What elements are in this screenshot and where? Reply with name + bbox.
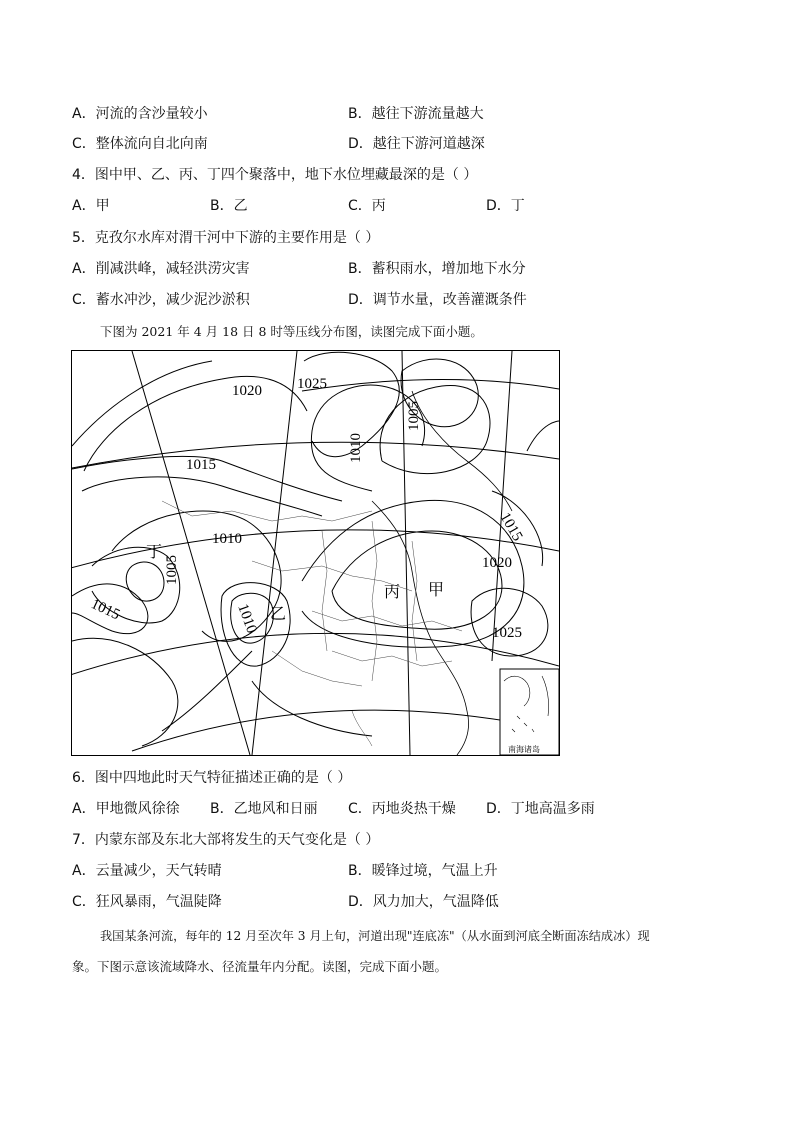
- q5-stem: 5．克孜尔水库对渭干河中下游的主要作用是（ ）: [72, 230, 380, 246]
- q5-option-b: B．蓄积雨水，增加地下水分: [348, 261, 526, 277]
- province-boundary: [412, 541, 417, 661]
- inset-label: 南海诸岛: [508, 745, 540, 754]
- isobar-label: 1005: [406, 401, 422, 431]
- q3-option-c: C．整体流向自北向南: [72, 136, 208, 152]
- isobar-line: [302, 500, 524, 647]
- q4-option-d: D．丁: [486, 198, 525, 214]
- isobar-line: [252, 681, 372, 736]
- isobar-label: 1020: [482, 555, 512, 571]
- q4-stem: 4．图中甲、乙、丙、丁四个聚落中，地下水位埋藏最深的是（ ）: [72, 167, 478, 183]
- isobar-label: 1010: [212, 531, 242, 547]
- isobar-label: 1015: [186, 457, 216, 473]
- q6-option-d: D．丁地高温多雨: [486, 801, 595, 817]
- place-label-jia: 甲: [428, 580, 445, 599]
- q7-option-b: B．暖锋过境，气温上升: [348, 863, 498, 879]
- meridian-line: [252, 351, 297, 755]
- isobar-line: [380, 385, 490, 473]
- isobar-label: 1005: [164, 555, 180, 585]
- isobar-line: [162, 651, 252, 731]
- isobar-line: [72, 361, 212, 446]
- south-china-sea-inset: [500, 669, 559, 755]
- isobar-label: 1015: [88, 596, 123, 624]
- q3-option-b: B．越往下游流量越大: [348, 106, 484, 122]
- map-intro: 下图为 2021 年 4 月 18 日 8 时等压线分布图，读图完成下面小题。: [100, 324, 483, 339]
- isobar-label: 1015: [496, 510, 526, 544]
- q4-option-c: C．丙: [348, 198, 386, 214]
- isobar-label: 1010: [348, 433, 364, 463]
- latitude-arc: [132, 710, 559, 751]
- q6-option-b: B．乙地风和日丽: [210, 801, 318, 817]
- q6-stem: 6．图中四地此时天气特征描述正确的是（ ）: [72, 770, 352, 786]
- q6-option-c: C．丙地炎热干燥: [348, 801, 456, 817]
- isobar-line: [72, 638, 178, 746]
- place-label-bing: 丙: [384, 582, 401, 601]
- q4-option-b: B．乙: [210, 198, 248, 214]
- isobar-line: [471, 588, 548, 656]
- province-boundary: [352, 711, 372, 746]
- isobar-label: 1025: [297, 376, 327, 392]
- q5-option-d: D．调节水量，改善灌溉条件: [348, 292, 527, 308]
- isobar-map: [71, 350, 560, 756]
- province-boundary: [332, 651, 452, 666]
- q3-option-a: A．河流的含沙量较小: [72, 106, 208, 122]
- isobar-line: [82, 477, 322, 516]
- isobar-line: [126, 562, 164, 601]
- province-boundary: [312, 611, 462, 631]
- river-intro-line2: 象。下图示意该流域降水、径流量年内分配。读图，完成下面小题。: [72, 959, 448, 974]
- q7-stem: 7．内蒙东部及东北大部将发生的天气变化是（ ）: [72, 832, 380, 848]
- isobar-map-svg: [72, 351, 559, 755]
- q5-option-a: A．削减洪峰，减轻洪涝灾害: [72, 261, 250, 277]
- isobar-line: [311, 385, 424, 491]
- latitude-arc: [302, 379, 559, 391]
- isobar-line: [527, 421, 559, 451]
- place-label-ding: 丁: [146, 542, 163, 561]
- q4-option-a: A．甲: [72, 198, 110, 214]
- q7-option-a: A．云量减少，天气转晴: [72, 863, 222, 879]
- q7-option-c: C．狂风暴雨，气温陡降: [72, 894, 222, 910]
- river-intro-line1: 我国某条河流，每年的 12 月至次年 3 月上旬，河道出现"连底冻"（从水面到河底全断面冻结成冰）现: [100, 929, 650, 943]
- isobar-label: 1020: [232, 383, 262, 399]
- q7-option-d: D．风力加大，气温降低: [348, 894, 499, 910]
- place-label-yi: 乙: [270, 604, 287, 623]
- q6-option-a: A．甲地微风徐徐: [72, 801, 180, 817]
- isobar-label: 1010: [234, 601, 260, 636]
- q3-option-d: D．越往下游河道越深: [348, 136, 485, 152]
- isobar-label: 1025: [492, 625, 522, 641]
- q5-option-c: C．蓄水冲沙，减少泥沙淤积: [72, 292, 250, 308]
